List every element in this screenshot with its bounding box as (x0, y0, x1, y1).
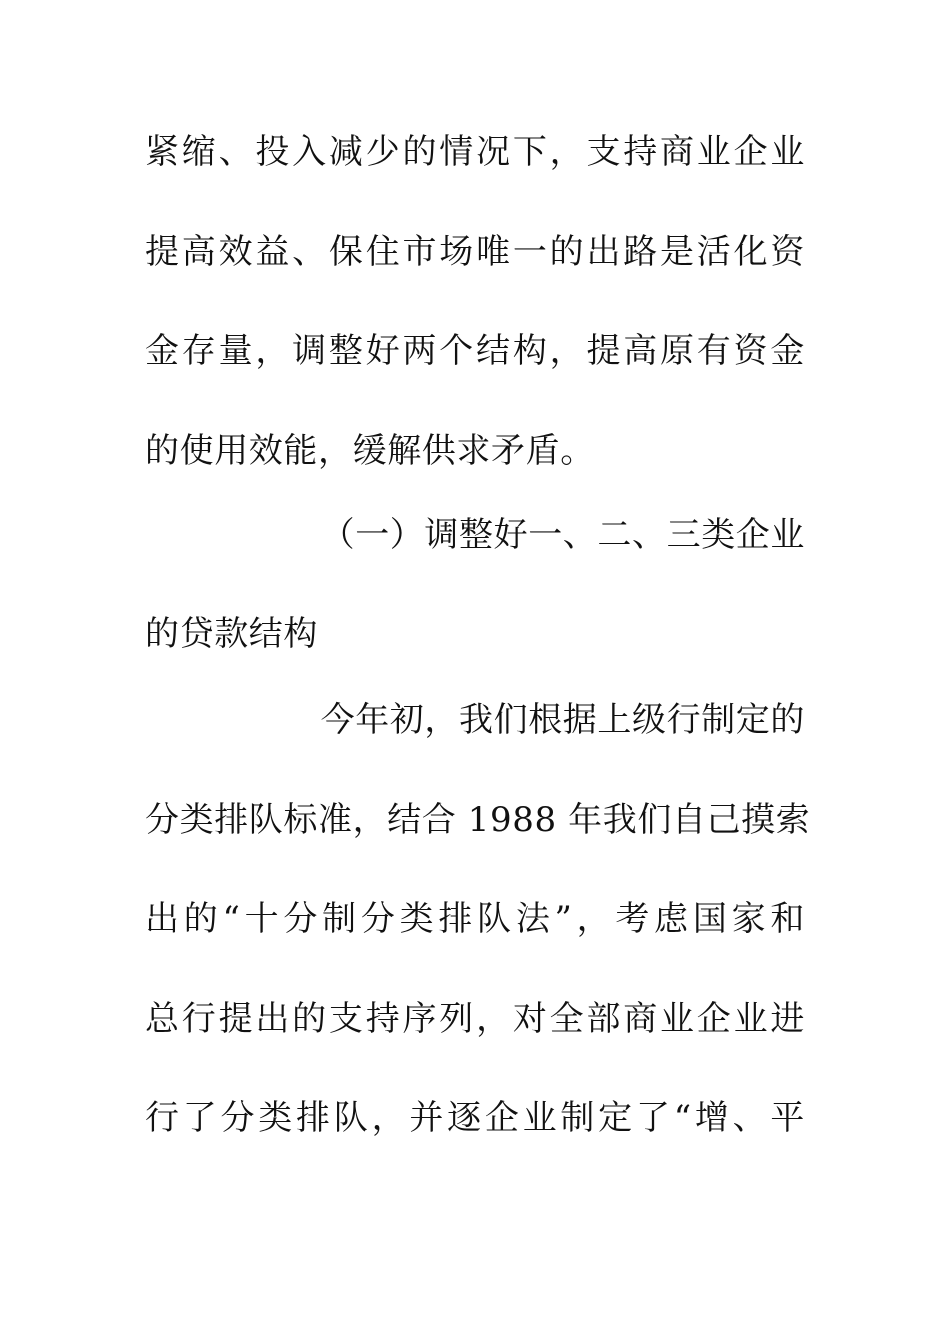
section-heading-line-2: 的贷款结构 (145, 614, 318, 654)
paragraph-first-line: 今年初，我们根据上级行制定的 (320, 700, 805, 740)
text-line-8: 分类排队标准，结合 1988 年我们自己摸索 (145, 800, 811, 840)
text-line-1: 紧缩、投入减少的情况下，支持商业企业 (145, 132, 805, 172)
text-line-9: 出的“十分制分类排队法”，考虑国家和 (145, 899, 805, 939)
text-line-2: 提高效益、保住市场唯一的出路是活化资 (145, 232, 805, 272)
text-line-10: 总行提出的支持序列，对全部商业企业进 (145, 999, 805, 1039)
text-line-11: 行了分类排队，并逐企业制定了“增、平 (145, 1098, 805, 1138)
text-line-4: 的使用效能，缓解供求矛盾。 (145, 431, 595, 471)
text-line-3: 金存量，调整好两个结构，提高原有资金 (145, 331, 805, 371)
section-heading-line-1: （一）调整好一、二、三类企业 (320, 515, 805, 555)
